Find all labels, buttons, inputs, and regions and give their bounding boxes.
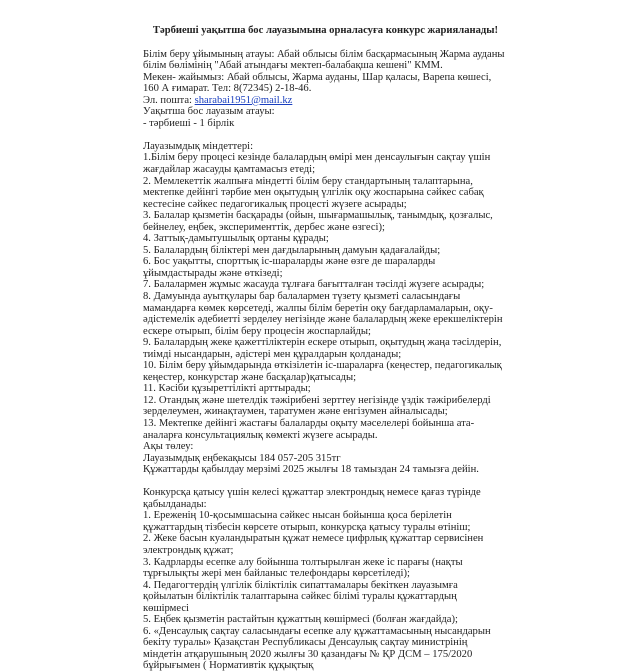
duty-item: 1.Білім беру процесі кезінде балалардың өмірі мен денсаулығын сақтау үшін жағдайлар жасауды қамтамасыз етеді; [143,152,491,175]
payment-label: Ақы төлеу: [143,441,194,453]
duty-item: 7. Балалармен жұмыс жасауда тұлғаға бағытталған тәсілді жүзеге асырады; [143,279,485,291]
email-line [143,95,505,107]
duty-item: 10. Білім беру ұйымдарында өткізілетін іс-шараларға (кеңестер, педагогикалық кеңестер, конкурстар және басқалар)қатысады; [143,360,502,383]
duty-item: 13. Мектепке дейінгі жастағы балаларды оқыту мәселелері бойынша ата-аналарға консультациялық көмекті жүзеге асырады. [143,418,475,441]
doc-item: 5. Еңбек қызметін растайтын құжаттың көшірмесі (болған жағдайда); [143,614,458,626]
page-title: Тәрбиеші уақытша бос лауазымына орналасуға конкурс жарияланады! [152,25,499,36]
spacer [143,129,505,141]
duty-item: 4. Заттық-дамытушылық ортаны құрады; [143,233,329,245]
duty-item: 8. Дамуында ауытқулары бар балалармен түзету қызметі саласындағы мамандарға көмек көрсетеді, жалпы білім беретін оқу бағдарламаларын, оқу-әдістемелік әдебиетті зерделеу негізінде және балалардың жеке ерекшеліктерін ескере отырып, білім беру процесін жоспарлайды; [143,290,503,337]
duty-item: 6. Бос уақытты, спорттық іс-шараларды және өзге де шараларды ұйымдастырады және өткізеді; [143,256,436,279]
duties-heading: Лауазымдық міндеттері: [143,140,254,152]
spacer [143,476,505,488]
duty-item: 9. Балалардың жеке қажеттіліктерін ескере отырып, оқытудың жаңа тәсілдерін, тиімді нысандарын, әдістері мен құралдарын қолданады; [143,337,502,360]
vacancy-item: - тәрбиеші - 1 бірлік [143,117,235,129]
vacancy-label: Уақытша бос лауазым атауы: [143,106,275,118]
salary: Лауазымдық еңбекақысы 184 057-205 315тг [143,452,341,464]
docs-heading: Конкурсқа қатысу үшін келесі құжаттар электрондық немесе қағаз түрінде қабылданады: [143,487,481,510]
doc-item: 2. Жеке басын куәландыратын құжат немесе цифрлық құжаттар сервисінен электрондық құжат; [143,533,484,556]
doc-item: 4. Педагогтердің үлгілік біліктілік сипаттамалары бекіткен лауазымға қойылатын біліктілік талаптарына сәйкес білімі туралы құжаттардың көшірмесі [143,579,458,614]
doc-item: 3. Кадрларды есепке алу бойынша толтырылған жеке іс парағы (нақты тұрғылықты жері мен байланыс телефондары көрсетіледі); [143,556,463,580]
duty-item: 5. Балалардың біліктері мен дағдыларының дамуын қадағалайды; [143,244,441,256]
doc-item: 6. «Денсаулық сақтау саласындағы есепке алу құжаттамасының нысандарын бекіту туралы» Қазақстан Республикасы Денсаулық сақтау министрінің міндетін атқарушының 2020 жылғы 30 қазандағы № ҚР ДСМ – 175/2020 бұйрығымен ( Нормативтік құқықтық [143,625,491,672]
duty-item: 11. Кәсіби құзыреттілікті арттырады; [143,383,311,395]
duty-item: 2. Мемлекеттік жалпыға міндетті білім беру стандартының талаптарына, мектепке дейінгі тәрбие мен оқытудың үлгілік оқу жоспарына сәйкес сабақ кестесіне сәйкес педагогикалық процесті жүзеге асырады; [143,175,484,210]
org-name: Білім беру ұйымының атауы: Абай облысы білім басқармасының Жарма ауданы білім бөлімінің "Абай атындағы мектеп-балабақша кешені" КММ. [143,48,505,72]
deadline: Құжаттарды қабылдау мерзімі 2025 жылғы 18 тамыздан 24 тамызға дейін. [143,464,479,476]
document-page [143,15,505,672]
duty-item: 12. Отандық және шетелдік тәжірибені зерттеу негізінде үздік тәжірибелерді зерделеумен, жинақтаумен, таратумен және енгізумен айналысады; [143,394,491,418]
doc-item: 1. Ереженің 10-қосымшасына сәйкес нысан бойынша қоса берілетін құжаттардың тізбесін көрсете отырып, конкурсқа қатысу туралы өтініш; [143,510,471,533]
duty-item: 3. Балалар қызметін басқарады (ойын, шығармашылық, танымдық, қозғалыс, бейнелеу, еңбек, эксперименттік, дербес және өзгесі); [143,210,493,233]
email-link[interactable]: sharabai1951@mail.kz [194,94,293,106]
email-label: Эл. пошта: [143,94,195,106]
address: Мекен- жайымыз: Абай облысы, Жарма ауданы, Шар қаласы, Варепа көшесі, 160 А ғимарат. Тел: 8(72345) 2-18-46. [143,71,492,95]
